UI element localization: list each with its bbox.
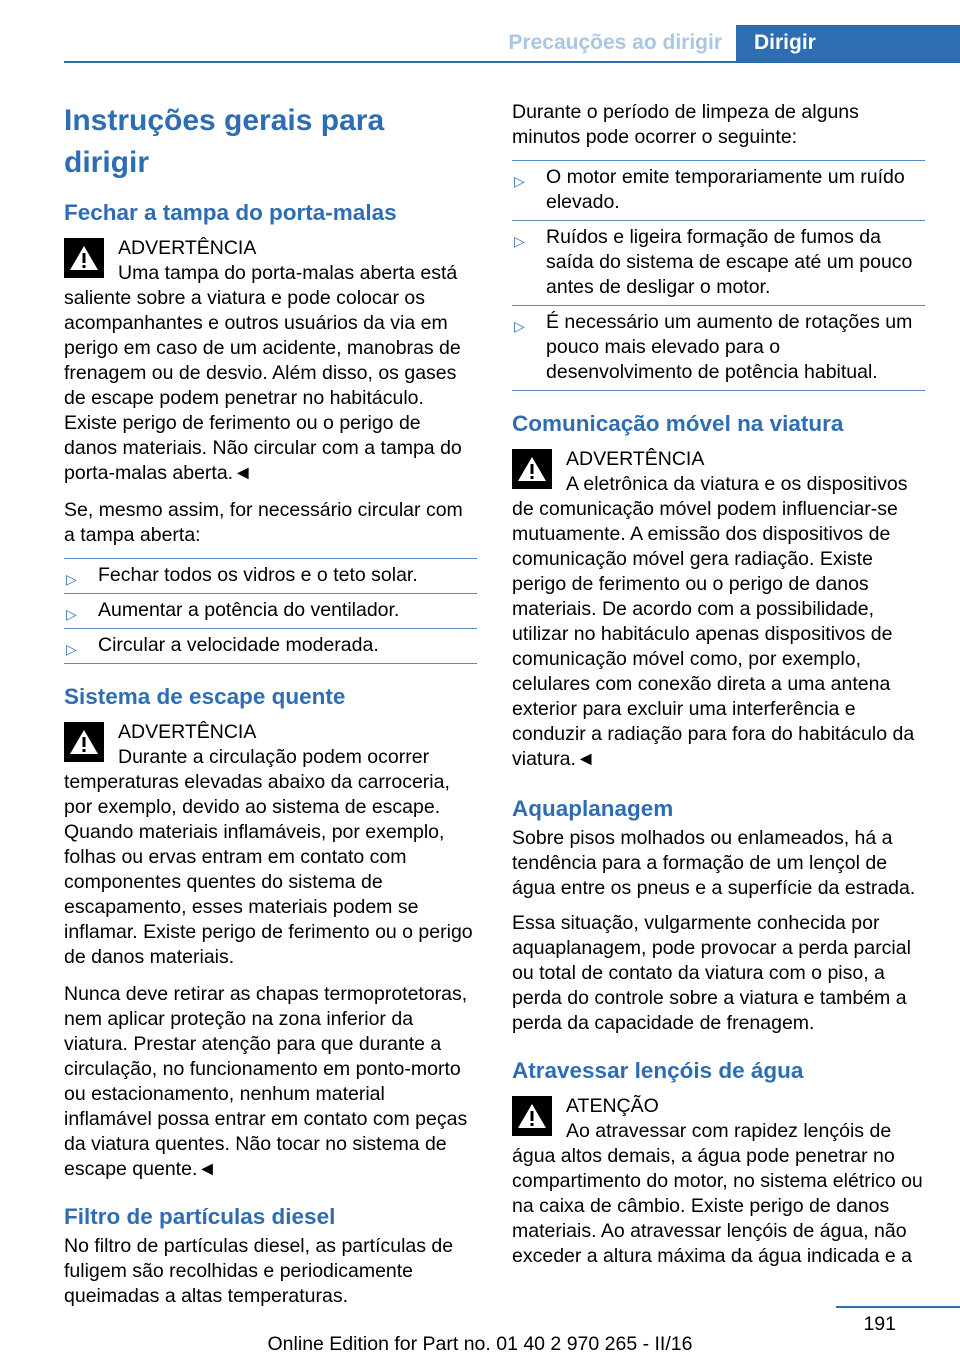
bullet-list-trunk xyxy=(64,558,477,664)
header-section-tab: Precauções ao dirigir xyxy=(508,31,722,54)
section-title-mobile: Comunicação móvel na viatura xyxy=(512,411,844,436)
warning-water xyxy=(512,1094,925,1269)
list-item: ▷ O motor emite temporariamente um ruído elevado. xyxy=(512,160,925,220)
list-item: ▷ É necessário um aumento de rotações um pouco mais elevado para o desenvolvimento de potência habitual. xyxy=(512,305,925,391)
header-chapter-tab: Dirigir xyxy=(736,25,960,61)
bullet-triangle-icon: ▷ xyxy=(66,606,77,622)
paragraph-trunk-intro: Se, mesmo assim, for necessário circular com a tampa aberta: xyxy=(64,499,463,546)
left-column xyxy=(64,100,477,1319)
footer-rule xyxy=(836,1306,960,1308)
warning-label: ATENÇÃO xyxy=(566,1095,659,1117)
header-rule xyxy=(64,61,960,63)
warning-text: A eletrônica da viatura e os dispositivos de comunicação móvel podem influenciar-se mutuamente. A emissão dos dispositivos de comunicação móvel gera radiação. Existe perigo de ferimento ou o perigo de danos materiais. De acordo com a possibilidade, utilizar no habitáculo apenas dispositivos de comunicação móvel como, por exemplo, celulares com conexão direta a uma antena exterior para excluir uma interferência e conduzir a radiação para fora do habitáculo da viatura.◄ xyxy=(512,473,915,770)
warning-trunk xyxy=(64,236,477,486)
bullet-triangle-icon: ▷ xyxy=(66,571,77,587)
edition-footer: Online Edition for Part no. 01 40 2 970 265 - II/16 xyxy=(267,1333,693,1355)
paragraph-aquaplaning-2: Essa situação, vulgarmente conhecida por aquaplanagem, pode provocar a perda parcial ou total de contato da viatura com o piso, a perda do controle sobre a viatura e também a perda da capacidade de frenagem. xyxy=(512,912,911,1034)
warning-triangle-icon xyxy=(512,1096,552,1136)
bullet-list-cleaning xyxy=(512,160,925,391)
paragraph-aquaplaning-1: Sobre pisos molhados ou enlameados, há a tendência para a formação de um lençol de água entre os pneus e a superfície da estrada. xyxy=(512,827,916,899)
section-title-diesel: Filtro de partículas diesel xyxy=(64,1204,336,1229)
warning-triangle-icon xyxy=(64,722,104,762)
paragraph-diesel: No filtro de partículas diesel, as partículas de fuligem são recolhidas e periodicamente queimadas a altas temperaturas. xyxy=(64,1235,454,1307)
section-title-water: Atravessar lençóis de água xyxy=(512,1058,804,1083)
section-title-trunk: Fechar a tampa do porta-malas xyxy=(64,200,397,225)
list-item: ▷ Ruídos e ligeira formação de fumos da saída do sistema de escape até um pouco antes de desligar o motor. xyxy=(512,220,925,305)
right-column xyxy=(512,100,925,1281)
section-title-exhaust: Sistema de escape quente xyxy=(64,684,346,709)
warning-label: ADVERTÊNCIA xyxy=(566,448,705,470)
warning-label: ADVERTÊNCIA xyxy=(118,721,257,743)
page-number: 191 xyxy=(863,1313,896,1335)
page-title: Instruções gerais para dirigir xyxy=(64,104,385,179)
section-title-aquaplaning: Aquaplanagem xyxy=(512,796,674,821)
warning-label: ADVERTÊNCIA xyxy=(118,237,257,259)
warning-mobile xyxy=(512,447,925,772)
warning-text: Ao atravessar com rapidez lençóis de água altos demais, a água pode penetrar no compartimento do motor, no sistema elétrico ou na caixa de câmbio. Existe perigo de danos materiais. Ao atravessar lençóis de água, não exceder a altura máxima da água indicada e a xyxy=(512,1120,923,1267)
bullet-triangle-icon: ▷ xyxy=(514,173,525,189)
warning-text: Uma tampa do porta-malas aberta está saliente sobre a viatura e pode colocar os acompanhantes e outros usuários da via em perigo em caso de um acidente, manobras de frenagem ou de desvio. Além disso, os gases de escape podem penetrar no habitáculo. Existe perigo de ferimento ou o perigo de danos materiais. Não circular com a tampa do porta-malas aberta.◄ xyxy=(64,262,462,484)
warning-triangle-icon xyxy=(64,238,104,278)
list-item: ▷ Circular a velocidade moderada. xyxy=(64,628,477,664)
list-item: ▷ Fechar todos os vidros e o teto solar. xyxy=(64,558,477,593)
warning-exhaust xyxy=(64,720,477,970)
paragraph-cleaning-intro: Durante o período de limpeza de alguns minutos pode ocorrer o seguinte: xyxy=(512,101,859,148)
paragraph-exhaust: Nunca deve retirar as chapas termoprotetoras, nem aplicar proteção na zona inferior da viatura. Prestar atenção para que durante a circulação, no funcionamento em ponto-morto ou estacionamento, nenhum material inflamável possa entrar em contato com peças da viatura quentes. Não tocar no sistema de escape quente.◄ xyxy=(64,983,468,1180)
bullet-triangle-icon: ▷ xyxy=(66,641,77,657)
list-item: ▷ Aumentar a potência do ventilador. xyxy=(64,593,477,628)
warning-text: Durante a circulação podem ocorrer temperaturas elevadas abaixo da carroceria, por exemplo, devido ao sistema de escape. Quando materiais inflamáveis, por exemplo, folhas ou ervas entram em contato com componentes quentes do sistema de escapamento, esses materiais podem se inflamar. Existe perigo de ferimento ou o perigo de danos materiais. xyxy=(64,746,473,968)
bullet-triangle-icon: ▷ xyxy=(514,318,525,334)
warning-triangle-icon xyxy=(512,449,552,489)
bullet-triangle-icon: ▷ xyxy=(514,233,525,249)
